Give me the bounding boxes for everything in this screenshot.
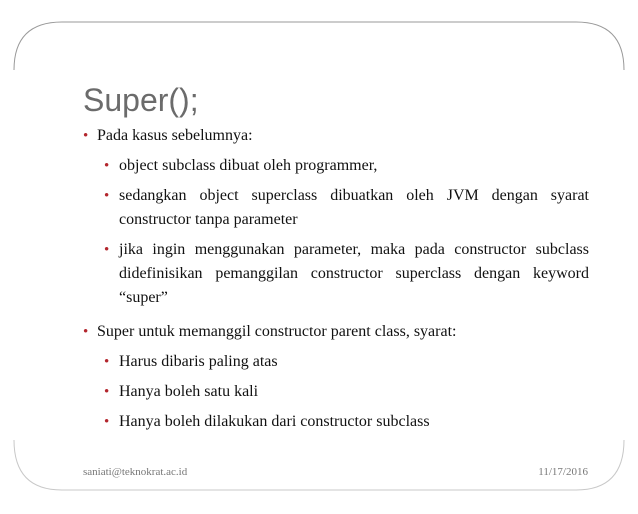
- bullet-text: sedangkan object superclass dibuatkan oleh JVM dengan syarat constructor tanpa parameter: [119, 187, 589, 228]
- bullet-marker: •: [104, 414, 110, 430]
- frame-top-curve: [14, 22, 624, 70]
- footer-date: 11/17/2016: [538, 466, 588, 478]
- sub-bullet-item: [83, 154, 589, 178]
- footer-email: saniati@teknokrat.ac.id: [83, 466, 188, 478]
- bullet-item: [83, 320, 589, 344]
- bullet-text: Hanya boleh satu kali: [119, 383, 259, 400]
- bullet-marker: •: [104, 384, 110, 400]
- bullet-item: [83, 124, 589, 148]
- sub-bullet-item: [83, 238, 589, 310]
- frame-bottom-curve: [14, 440, 624, 490]
- bullet-text: object subclass dibuat oleh programmer,: [119, 157, 378, 174]
- slide-title: Super();: [83, 82, 199, 118]
- bullet-marker: •: [83, 128, 89, 144]
- bullet-marker: •: [104, 354, 110, 370]
- bullet-text: jika ingin menggunakan parameter, maka pada constructor subclass didefinisikan pemanggilan constructor superclass dengan keyword “super”: [119, 241, 589, 306]
- slide-content: [83, 124, 589, 434]
- bullet-marker: •: [83, 324, 89, 340]
- sub-bullet-item: [83, 350, 589, 374]
- bullet-text: Super untuk memanggil constructor parent class, syarat:: [97, 323, 457, 340]
- sub-bullet-item: [83, 410, 589, 434]
- bullet-text: Pada kasus sebelumnya:: [97, 127, 253, 144]
- bullet-marker: •: [104, 188, 110, 204]
- bullet-marker: •: [104, 242, 110, 258]
- bullet-text: Hanya boleh dilakukan dari constructor subclass: [119, 413, 430, 430]
- bullet-marker: •: [104, 158, 110, 174]
- sub-bullet-item: [83, 184, 589, 232]
- sub-bullet-item: [83, 380, 589, 404]
- bullet-text: Harus dibaris paling atas: [119, 353, 278, 370]
